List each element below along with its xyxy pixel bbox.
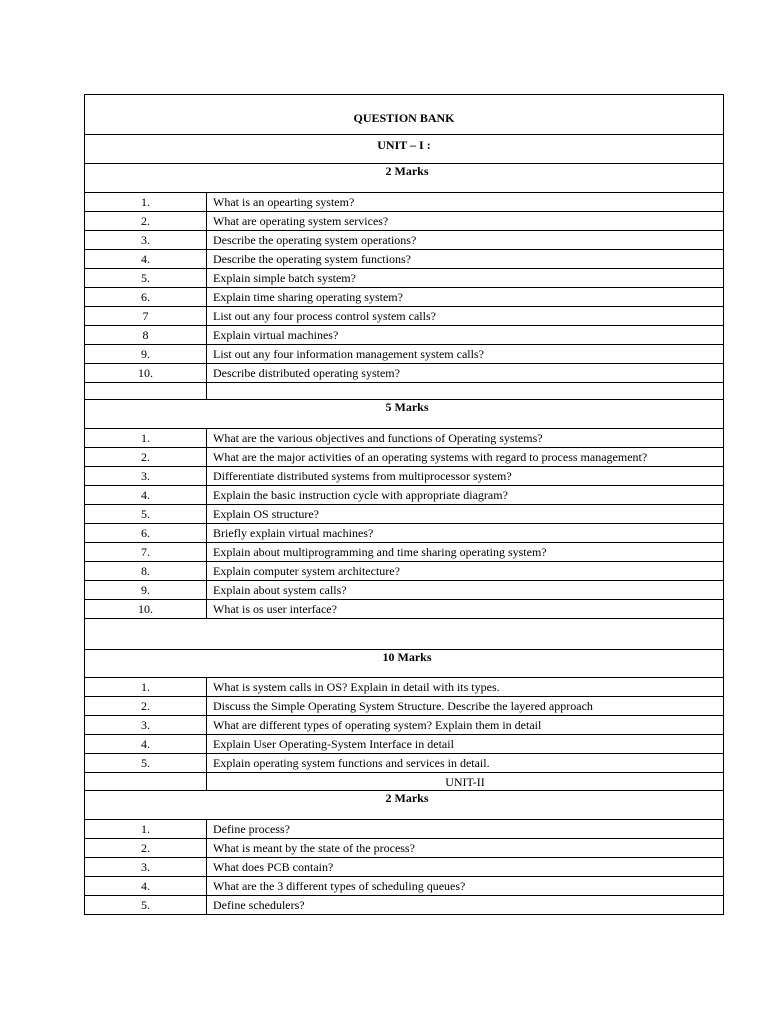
question-number: 7. [85, 543, 207, 562]
question-number: 4. [85, 877, 207, 896]
question-number: 1. [85, 429, 207, 448]
question-text: Describe distributed operating system? [207, 364, 724, 383]
empty-cell [85, 619, 724, 650]
question-text: Explain virtual machines? [207, 326, 724, 345]
question-row [85, 345, 724, 364]
question-row [85, 524, 724, 543]
question-row [85, 896, 724, 915]
unit-2-heading: UNIT-II [207, 773, 724, 791]
question-number: 10. [85, 364, 207, 383]
question-row [85, 269, 724, 288]
question-number: 4. [85, 735, 207, 754]
question-text: What is an opearting system? [207, 193, 724, 212]
question-row [85, 505, 724, 524]
question-number: 3. [85, 467, 207, 486]
question-text: Define process? [207, 820, 724, 839]
question-number: 5. [85, 269, 207, 288]
question-row [85, 839, 724, 858]
question-text: What are different types of operating system? Explain them in detail [207, 716, 724, 735]
unit-heading-row [85, 773, 724, 791]
question-number: 6. [85, 524, 207, 543]
question-row [85, 486, 724, 505]
question-number: 4. [85, 486, 207, 505]
empty-cell [207, 383, 724, 400]
question-text: Explain operating system functions and services in detail. [207, 754, 724, 773]
question-text: Explain computer system architecture? [207, 562, 724, 581]
question-number: 6. [85, 288, 207, 307]
question-text: What is meant by the state of the process? [207, 839, 724, 858]
question-number: 5. [85, 505, 207, 524]
question-text: Explain simple batch system? [207, 269, 724, 288]
question-row [85, 562, 724, 581]
question-number: 2. [85, 448, 207, 467]
question-row [85, 193, 724, 212]
empty-cell [85, 383, 207, 400]
question-number: 3. [85, 231, 207, 250]
question-row [85, 288, 724, 307]
question-number: 2. [85, 212, 207, 231]
question-text: Explain OS structure? [207, 505, 724, 524]
section-heading-row [85, 164, 724, 193]
question-row [85, 364, 724, 383]
question-number: 2. [85, 697, 207, 716]
unit-1-10-marks-questions [85, 678, 724, 773]
question-row [85, 307, 724, 326]
question-row [85, 543, 724, 562]
question-row [85, 820, 724, 839]
gap-row [85, 383, 724, 400]
question-text: List out any four process control system calls? [207, 307, 724, 326]
question-number: 8 [85, 326, 207, 345]
question-number: 1. [85, 678, 207, 697]
question-number: 4. [85, 250, 207, 269]
question-text: What are the various objectives and functions of Operating systems? [207, 429, 724, 448]
question-row [85, 326, 724, 345]
question-text: Briefly explain virtual machines? [207, 524, 724, 543]
question-text: Define schedulers? [207, 896, 724, 915]
unit-1-5-marks-questions [85, 429, 724, 619]
question-number: 1. [85, 820, 207, 839]
unit-1-2-marks-questions [85, 193, 724, 383]
question-row [85, 877, 724, 896]
question-row [85, 448, 724, 467]
blank-row [85, 619, 724, 650]
unit-2-2-marks-questions [85, 820, 724, 915]
question-text: Explain User Operating-System Interface in detail [207, 735, 724, 754]
question-row [85, 250, 724, 269]
unit-2-2-marks-heading: 2 Marks [85, 791, 724, 820]
question-number: 1. [85, 193, 207, 212]
question-row [85, 697, 724, 716]
section-heading-row [85, 400, 724, 429]
question-text: Discuss the Simple Operating System Structure. Describe the layered approach [207, 697, 724, 716]
question-text: Describe the operating system functions? [207, 250, 724, 269]
title-row [85, 95, 724, 135]
question-row [85, 429, 724, 448]
question-number: 3. [85, 716, 207, 735]
page-title: QUESTION BANK [85, 95, 724, 135]
question-row [85, 467, 724, 486]
question-number: 9. [85, 581, 207, 600]
question-row [85, 581, 724, 600]
question-row [85, 212, 724, 231]
question-row [85, 600, 724, 619]
unit-1-heading: UNIT – I : [85, 135, 724, 164]
question-text: List out any four information management system calls? [207, 345, 724, 364]
question-number: 7 [85, 307, 207, 326]
question-row [85, 231, 724, 250]
section-heading-row [85, 650, 724, 678]
question-text: Explain the basic instruction cycle with appropriate diagram? [207, 486, 724, 505]
question-row [85, 716, 724, 735]
question-text: Explain about multiprogramming and time sharing operating system? [207, 543, 724, 562]
question-text: Explain about system calls? [207, 581, 724, 600]
question-text: Differentiate distributed systems from multiprocessor system? [207, 467, 724, 486]
question-row [85, 678, 724, 697]
unit-heading-row [85, 135, 724, 164]
question-row [85, 754, 724, 773]
question-number: 5. [85, 896, 207, 915]
question-text: What are the major activities of an operating systems with regard to process management? [207, 448, 724, 467]
question-row [85, 858, 724, 877]
question-text: What is os user interface? [207, 600, 724, 619]
question-text: What does PCB contain? [207, 858, 724, 877]
unit-1-10-marks-heading: 10 Marks [85, 650, 724, 678]
question-text: What is system calls in OS? Explain in detail with its types. [207, 678, 724, 697]
unit-1-2-marks-heading: 2 Marks [85, 164, 724, 193]
question-number: 3. [85, 858, 207, 877]
question-bank-table [84, 94, 724, 915]
question-number: 2. [85, 839, 207, 858]
section-heading-row [85, 791, 724, 820]
empty-cell [85, 773, 207, 791]
question-row [85, 735, 724, 754]
question-text: Explain time sharing operating system? [207, 288, 724, 307]
question-text: What are the 3 different types of scheduling queues? [207, 877, 724, 896]
question-number: 8. [85, 562, 207, 581]
unit-1-5-marks-heading: 5 Marks [85, 400, 724, 429]
question-number: 5. [85, 754, 207, 773]
question-text: What are operating system services? [207, 212, 724, 231]
question-text: Describe the operating system operations? [207, 231, 724, 250]
question-number: 9. [85, 345, 207, 364]
question-number: 10. [85, 600, 207, 619]
